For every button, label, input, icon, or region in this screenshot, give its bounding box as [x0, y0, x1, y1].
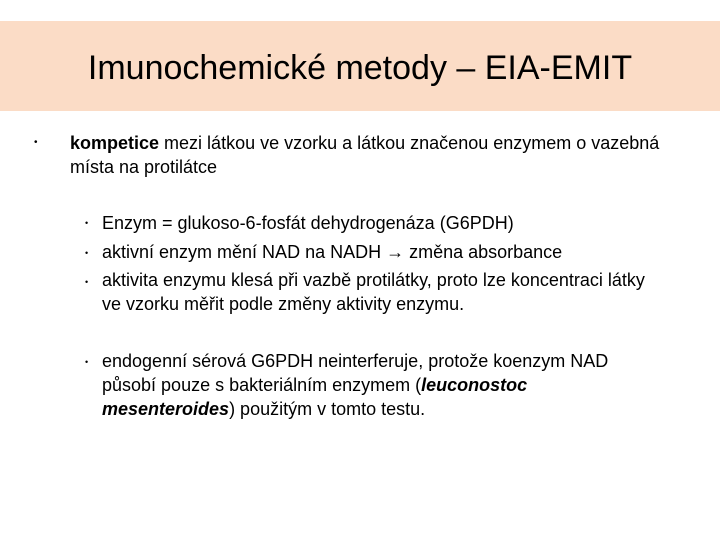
bullet-sub-1: • — [85, 218, 89, 228]
organism-name: leuconostoc mesenteroides — [102, 375, 528, 419]
subpoint-3-text: aktivita enzymu klesá při vazbě protilátky, proto lze koncentraci látky ve vzorku měřit podle změny aktivity enzymu. — [102, 270, 645, 314]
bullet-sub-3: • — [85, 277, 89, 287]
last-point-part1: endogenní sérová G6PDH neinterferuje, protože koenzym NAD působí pouze s bakteriálním enzymem ( — [102, 351, 609, 395]
last-point-text — [102, 349, 662, 421]
bullet-main: • — [34, 137, 38, 148]
subpoint-1-text: Enzym = glukoso-6-fosfát dehydrogenáza (G6PDH) — [102, 213, 514, 233]
main-point-text — [70, 131, 670, 179]
subpoint-2-text: aktivní enzym mění NAD na NADH → změna absorbance — [102, 242, 563, 262]
slide-title: Imunochemické metody – EIA-EMIT — [87, 49, 633, 87]
bullet-sub-2: • — [85, 248, 89, 258]
main-point-bold: kompetice — [70, 133, 160, 153]
last-point-part2: ) použitým v tomto testu. — [229, 399, 426, 419]
bullet-sub-4: • — [85, 357, 89, 367]
main-point-rest: mezi látkou ve vzorku a látkou značenou enzymem o vazebná místa na protilátce — [70, 133, 660, 177]
